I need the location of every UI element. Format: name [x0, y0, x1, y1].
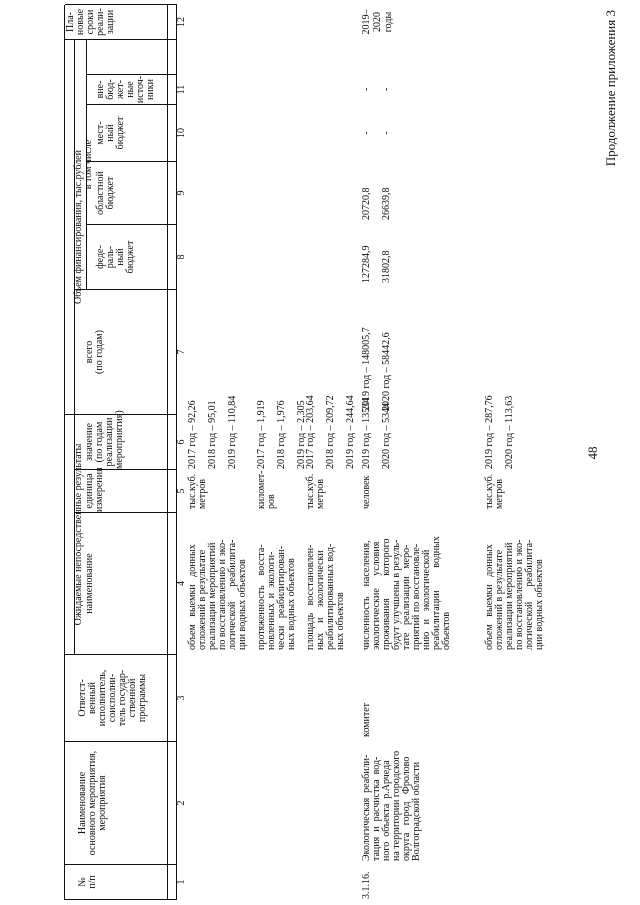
col-number: 1	[176, 879, 187, 885]
period-text: 2019– 2020 годы	[361, 9, 394, 35]
header-divider	[167, 5, 168, 900]
col-number: 10	[176, 128, 187, 138]
col-number: 3	[176, 695, 187, 701]
header-num: № п/п	[77, 875, 98, 889]
indicator-text: площадь восстановлен- ных и экологически реабилитированных вод- ных объектов	[305, 543, 346, 650]
header-regional: областной бюджет	[95, 171, 116, 215]
regional-funding: 20720,8 26639,8	[361, 187, 392, 220]
header-executor: Ответст- венный исполнитель, соисполни- тель государ- ственной программы	[77, 669, 148, 727]
col-number: 2	[176, 800, 187, 806]
values-text: 2019 год – 13534 2020 год – 5344	[361, 397, 392, 469]
values-text: 2017 год – 1,919 2018 год – 1,976 2019 год – 2,305	[256, 400, 307, 469]
continuation-title: Продолжение приложения 3	[603, 10, 618, 167]
header-federal: феде- раль- ный бюджет	[95, 240, 136, 274]
values-text: 2019 год – 287,76 2020 год – 113,63	[484, 395, 515, 469]
header-expected-results: Ожидаемые непосредственные результаты	[73, 443, 84, 626]
header-extrabudget: вне- бюд- жет- ные источ- ники	[95, 75, 156, 104]
indicator-text: протяженность восста- новленных и экологи- чески реабилитирован- ных водных объектов	[256, 544, 297, 650]
header-period: Пла- новые сроки реали- зации	[65, 8, 116, 36]
col-number: 4	[176, 581, 187, 586]
unit-text: тыс.куб. метров	[187, 473, 208, 509]
header-total: всего (по годам)	[84, 330, 105, 374]
header-name: Наименование основного мероприятия, мероприятия	[77, 750, 108, 856]
col-number: 7	[176, 349, 187, 355]
header-values: значение (по годам реализации мероприятия)	[84, 410, 125, 469]
local-funding: - -	[361, 131, 392, 135]
header-local: мест- ный бюджет	[95, 116, 126, 150]
measure-name: Экологическая реабили- тация и расчистка вод- ного объекта р.Арчеда на территории городского округа город Фролово Волгоградской области	[361, 750, 422, 861]
extrabudget-funding: - -	[361, 87, 392, 92]
col-number: 5	[176, 488, 187, 494]
federal-funding: 127284,9 31802,8	[361, 245, 392, 283]
row-number: 3.1.16.	[361, 871, 372, 899]
header-funding: Объем финансирования, тыс.рублей	[73, 150, 84, 304]
unit-text: тыс.куб. метров	[305, 473, 326, 509]
col-number: 8	[176, 254, 187, 260]
header-unit: единица измерения	[84, 467, 105, 512]
unit-text: тыс.куб. метров	[484, 473, 505, 509]
executor-text: комитет	[361, 702, 372, 737]
indicator-text: численность населения, экологические условия проживания которого будут улучшены в резуль- тате реализации меро- приятий по восстановле- нию и экологической реабилитации водных объектов	[361, 536, 452, 650]
col-number: 11	[176, 84, 187, 95]
indicator-text: объем выемки донных отложений в результате реализации мероприятий по восстановлению и эко- логической реабилита- ции водных объектов	[187, 539, 248, 650]
values-text: 2017 год – 203,64 2018 год – 209,72 2019 год – 244,64	[305, 395, 356, 469]
col-number: 9	[176, 190, 187, 196]
page-number: 48	[585, 446, 600, 460]
header-indicator-name: наименование	[84, 553, 95, 614]
table-border-top	[64, 5, 65, 900]
col-number: 6	[176, 439, 187, 445]
unit-text: человек	[361, 475, 372, 509]
unit-text: километ- ров	[256, 470, 277, 509]
indicator-text: объем выемки донных отложений в результате реализации мероприятий по восстановлению и эко- логической реабилита- ции водных объектов	[484, 539, 545, 650]
total-funding: 2019 год – 148005,7 2020 год – 58442,6	[361, 327, 392, 411]
col-number: 12	[176, 17, 187, 27]
values-text: 2017 год – 92,26 2018 год – 95,01 2019 год – 110,84	[187, 395, 238, 469]
header-including: в том числе	[83, 139, 94, 190]
col-line-0	[65, 899, 177, 900]
